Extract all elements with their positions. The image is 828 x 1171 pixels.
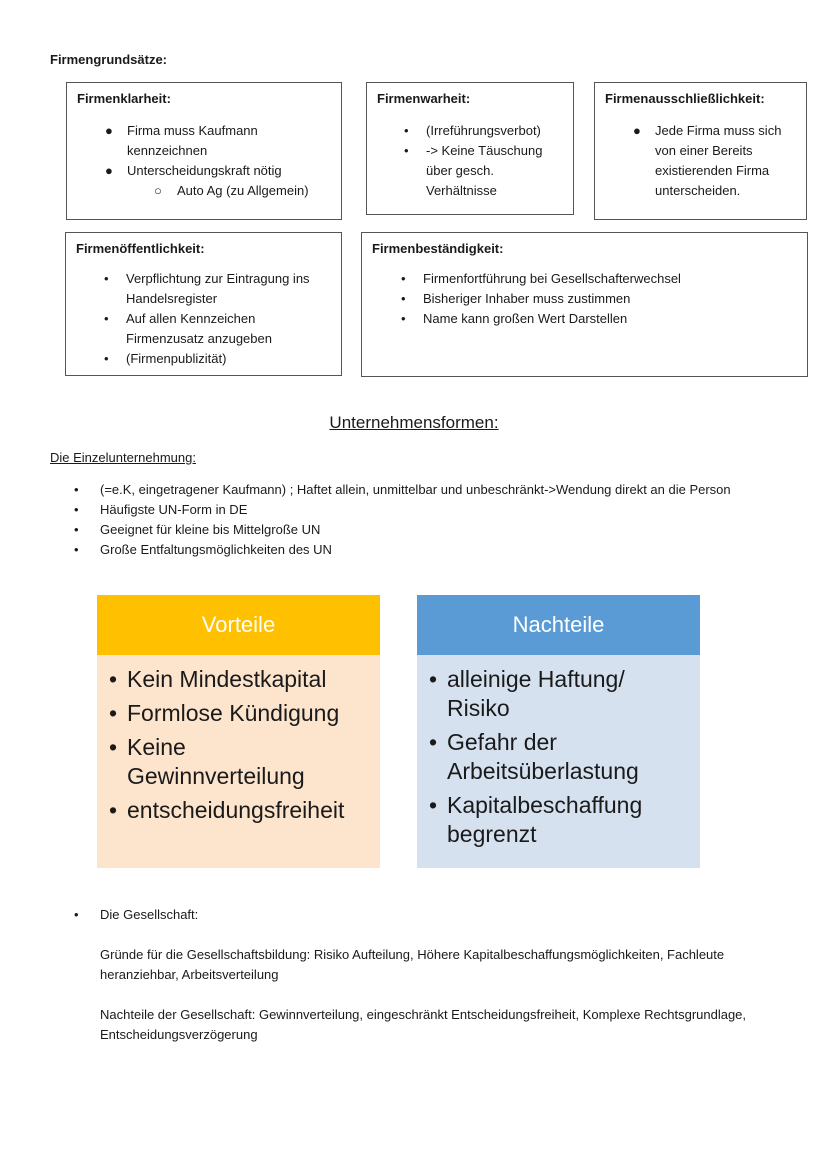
list-item: • (=e.K, eingetragener Kaufmann) ; Haftet allein, unmittelbar und unbeschränkt->Wendung direkt an die Person bbox=[100, 480, 750, 500]
bullet-icon: • bbox=[74, 542, 79, 557]
nachteile-body bbox=[417, 655, 700, 868]
subheading-einzelunternehmung: Die Einzelunternehmung: bbox=[50, 450, 196, 465]
list-item: ● Jede Firma muss sich von einer Bereits existierenden Firma unterscheiden. bbox=[633, 123, 782, 198]
bullet-icon: • bbox=[109, 666, 118, 692]
box-firmenklarheit bbox=[66, 82, 342, 220]
list-item: • Name kann großen Wert Darstellen bbox=[423, 309, 793, 329]
list-item: • (Irreführungsverbot) bbox=[426, 121, 566, 141]
bullet-icon: • bbox=[104, 351, 109, 366]
nachteile-paragraph: Nachteile der Gesellschaft: Gewinnverteilung, eingeschränkt Entscheidungsfreiheit, Komplexe Rechtsgrundlage, Entscheidungsverzögerung bbox=[100, 1007, 747, 1042]
bullet-icon: • bbox=[74, 482, 79, 497]
list-item: ● Unterscheidungskraft nötig bbox=[127, 161, 332, 181]
nachteile-list bbox=[417, 665, 700, 849]
bullet-icon: • bbox=[429, 792, 438, 818]
vorteile-title: Vorteile bbox=[201, 612, 276, 637]
list-item: • Die Gesellschaft: bbox=[100, 905, 400, 925]
list-item: • alleinige Haftung/ Risiko bbox=[429, 666, 625, 721]
box-title: Firmenwarheit: bbox=[377, 91, 471, 106]
bullet-icon: • bbox=[74, 907, 79, 922]
list-item: • Keine Gewinnverteilung bbox=[109, 734, 305, 789]
bullet-icon: • bbox=[104, 311, 109, 326]
section-title-unternehmensformen: Unternehmensformen: bbox=[329, 413, 499, 432]
bullet-icon: • bbox=[109, 734, 118, 760]
sub-list-item: ○ Auto Ag (zu Allgemein) bbox=[127, 181, 332, 201]
nachteile-header bbox=[417, 595, 700, 655]
vorteile-header bbox=[97, 595, 380, 655]
bullet-list bbox=[105, 121, 332, 201]
list-item: • Kein Mindestkapital bbox=[109, 666, 327, 692]
bullet-icon: • bbox=[104, 271, 109, 286]
list-item: • Verpflichtung zur Eintragung ins Handelsregister bbox=[104, 271, 310, 306]
bullet-icon: • bbox=[401, 271, 406, 286]
list-item: • Formlose Kündigung bbox=[109, 700, 340, 726]
bullet-icon: • bbox=[74, 522, 79, 537]
bullet-icon: • bbox=[109, 700, 118, 726]
bullet-icon: • bbox=[401, 311, 406, 326]
list-item: • Große Entfaltungsmöglichkeiten des UN bbox=[100, 540, 750, 560]
vorteile-list bbox=[97, 665, 380, 825]
list-item: • entscheidungsfreiheit bbox=[109, 797, 345, 823]
bullet-icon: • bbox=[109, 797, 118, 823]
bullet-icon: ● bbox=[633, 123, 641, 138]
list-item: • Kapitalbeschaffung begrenzt bbox=[429, 792, 643, 847]
bullet-list bbox=[633, 121, 795, 201]
nachteile-title: Nachteile bbox=[512, 612, 605, 637]
box-title: Firmenklarheit: bbox=[77, 91, 171, 106]
bullet-icon: • bbox=[429, 666, 438, 692]
list-item: • -> Keine Täuschung über gesch. Verhältnisse bbox=[404, 143, 543, 198]
bullet-icon: • bbox=[401, 291, 406, 306]
bullet-icon: • bbox=[404, 123, 409, 138]
list-item: • Geeignet für kleine bis Mittelgroße UN bbox=[100, 520, 750, 540]
list-item: ● Firma muss Kaufmann kennzeichnen bbox=[105, 123, 258, 158]
box-title: Firmenöffentlichkeit: bbox=[76, 241, 205, 256]
bullet-icon: • bbox=[404, 143, 409, 158]
box-firmenausschliesslichkeit bbox=[594, 82, 807, 220]
circle-bullet-icon: ○ bbox=[154, 183, 162, 198]
bullet-list bbox=[104, 269, 336, 369]
einzel-bullet-list bbox=[74, 480, 750, 560]
list-item: • Firmenfortführung bei Gesellschafterwechsel bbox=[423, 269, 793, 289]
bullet-icon: ● bbox=[105, 123, 113, 138]
list-item: • Bisheriger Inhaber muss zustimmen bbox=[423, 289, 793, 309]
gruende-paragraph: Gründe für die Gesellschaftsbildung: Risiko Aufteilung, Höhere Kapitalbeschaffungsmöglichkeiten, Fachleute heranziehbar, Arbeitsverteilung bbox=[100, 947, 725, 982]
box-firmenoeffentlichkeit bbox=[65, 232, 342, 376]
vorteile-panel bbox=[97, 595, 380, 868]
nachteile-panel bbox=[417, 595, 700, 868]
vorteile-body bbox=[97, 655, 380, 868]
section-heading-firmengrundsaetze: Firmengrundsätze: bbox=[50, 52, 168, 67]
bullet-list bbox=[404, 121, 566, 201]
box-title: Firmenausschließlichkeit: bbox=[605, 91, 765, 106]
bullet-list bbox=[401, 269, 793, 329]
box-firmenwarheit bbox=[366, 82, 574, 215]
box-title: Firmenbeständigkeit: bbox=[372, 241, 504, 256]
list-item: • Gefahr der Arbeitsüberlastung bbox=[429, 729, 639, 784]
bullet-icon: ● bbox=[105, 163, 113, 178]
box-firmenbestaendigkeit bbox=[361, 232, 808, 377]
list-item: • Auf allen Kennzeichen Firmenzusatz anzugeben bbox=[104, 311, 272, 346]
list-item: • Häufigste UN-Form in DE bbox=[100, 500, 750, 520]
bullet-icon: • bbox=[429, 729, 438, 755]
gesellschaft-bullet-list bbox=[74, 905, 400, 925]
bullet-icon: • bbox=[74, 502, 79, 517]
list-item: • (Firmenpublizität) bbox=[126, 349, 336, 369]
